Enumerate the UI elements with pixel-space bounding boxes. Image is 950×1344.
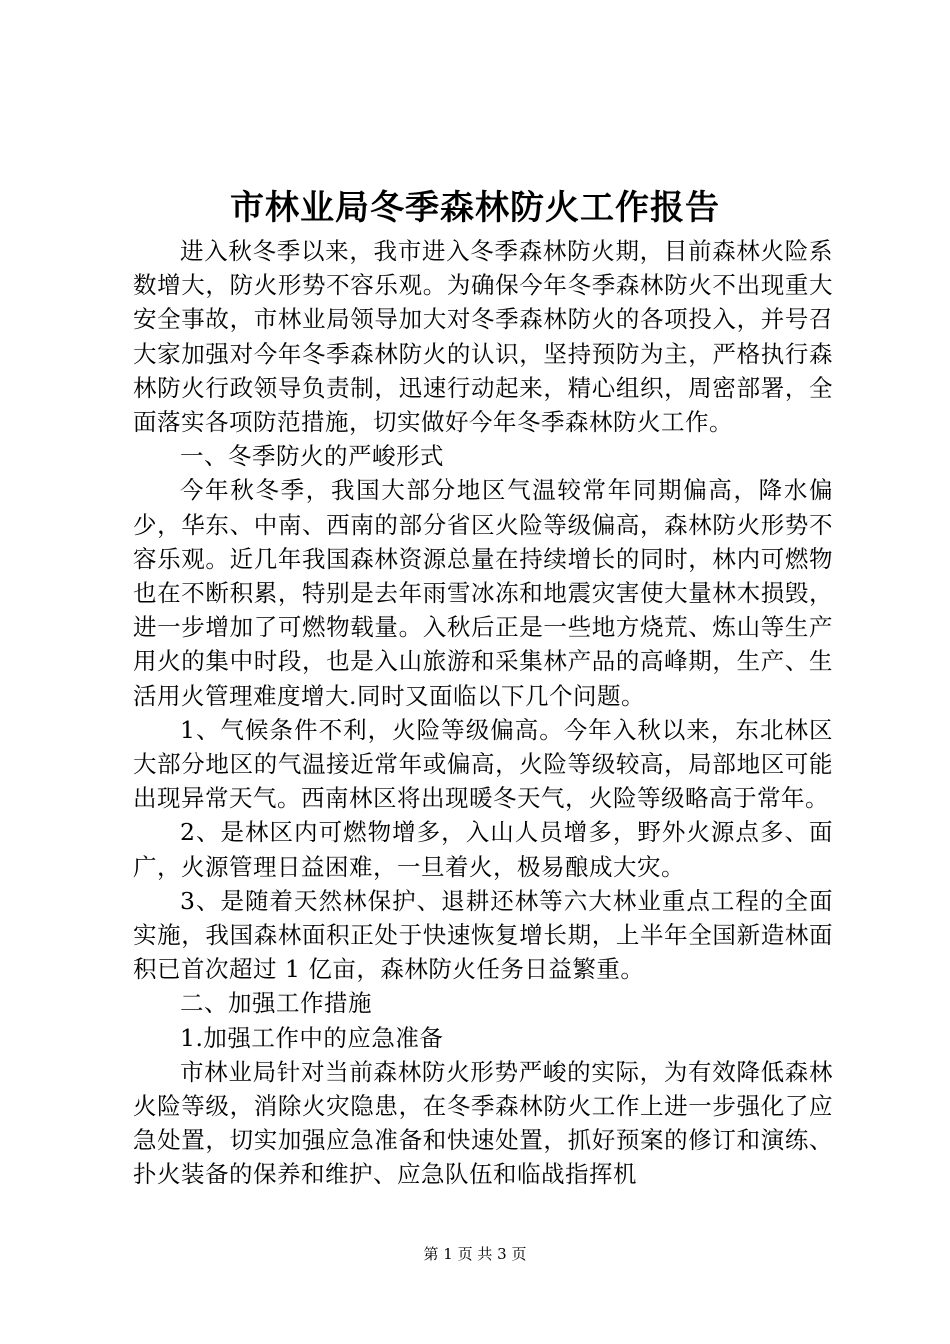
paragraph-intro: 进入秋冬季以来，我市进入冬季森林防火期，目前森林火险系数增大，防火形势不容乐观。为确保今年冬季森林防火不出现重大安全事故，市林业局领导加大对冬季森林防火的各项投入，并号召大家加强对今年冬季森林防火的认识，坚持预防为主，严格执行森林防火行政领导负责制，迅速行动起来，精心组织，周密部署，全面落实各项防范措施，切实做好今年冬季森林防火工作。 [133,237,833,437]
list-item-3: 3、是随着天然林保护、退耕还林等六大林业重点工程的全面实施，我国森林面积正处于快速恢复增长期，上半年全国新造林面积已首次超过 1 亿亩，森林防火任务日益繁重。 [133,886,833,984]
document-title: 市林业局冬季森林防火工作报告 [230,188,720,228]
list-item-2: 2、是林区内可燃物增多，入山人员增多，野外火源点多、面广，火源管理日益困难，一旦着火，极易酿成大灾。 [133,818,833,881]
subsection-heading-1: 1.加强工作中的应急准备 [180,1023,444,1052]
paragraph-situation: 今年秋冬季，我国大部分地区气温较常年同期偏高，降水偏少，华东、中南、西南的部分省区火险等级偏高，森林防火形势不容乐观。近几年我国森林资源总量在持续增长的同时，林内可燃物也在不断积累，特别是去年雨雪冰冻和地震灾害使大量林木损毁，进一步增加了可燃物载量。入秋后正是一些地方烧荒、炼山等生产用火的集中时段，也是入山旅游和采集林产品的高峰期，生产、生活用火管理难度增大.同时又面临以下几个问题。 [133,476,833,710]
paragraph-measures: 市林业局针对当前森林防火形势严峻的实际，为有效降低森林火险等级，消除火灾隐患，在冬季森林防火工作上进一步强化了应急处置，切实加强应急准备和快速处置，抓好预案的修订和演练、扑火装备的保养和维护、应急队伍和临战指挥机 [133,1057,833,1189]
page-footer: 第 1 页 共 3 页 [423,1245,527,1263]
section-heading-1: 一、冬季防火的严峻形式 [180,442,444,471]
document-body [133,234,833,1192]
list-item-1: 1、气候条件不利，火险等级偏高。今年入秋以来，东北林区大部分地区的气温接近常年或偏高，火险等级较高，局部地区可能出现异常天气。西南林区将出现暖冬天气，火险等级略高于常年。 [133,715,833,813]
section-heading-2: 二、加强工作措施 [180,989,372,1018]
